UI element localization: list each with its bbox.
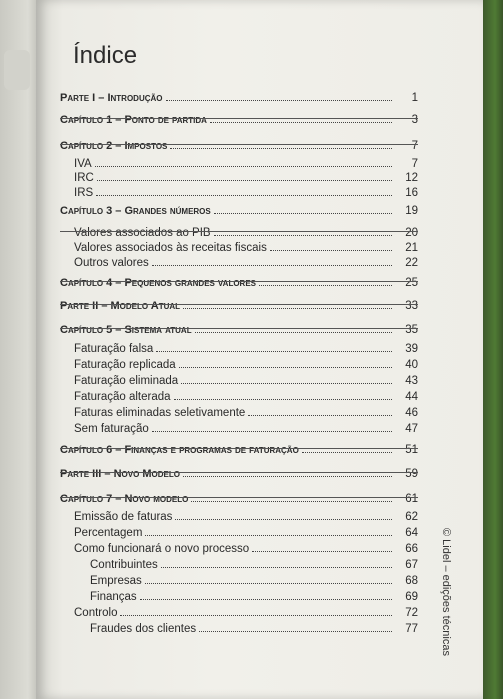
toc-entry[interactable] (74, 403, 418, 419)
toc-leader-dots (183, 475, 392, 477)
toc-entry-page: 51 (405, 444, 418, 456)
toc-entry-label: Valores associados às receitas fiscais (74, 242, 267, 254)
toc-leader-dots (166, 99, 392, 101)
toc-entry-page: 12 (405, 172, 418, 184)
toc-leader-dots (145, 534, 392, 536)
toc-leader-dots (259, 284, 392, 286)
section-divider (60, 231, 418, 232)
toc-entry[interactable] (74, 387, 418, 403)
toc-leader-dots (156, 350, 392, 352)
toc-entry-label: Emissão de faturas (74, 511, 173, 523)
toc-entry-page: 69 (405, 591, 418, 603)
toc-entry[interactable] (74, 183, 418, 199)
toc-leader-dots (170, 147, 392, 149)
toc-entry-page: 44 (405, 391, 418, 403)
toc-leader-dots (140, 598, 392, 600)
toc-entry[interactable] (90, 571, 418, 587)
section-divider (60, 472, 418, 473)
toc-entry-page: 40 (405, 359, 418, 371)
toc-entry-page: 25 (405, 277, 418, 289)
toc-entry-page: 62 (405, 511, 418, 523)
toc-entry[interactable] (90, 619, 418, 635)
toc-entry[interactable] (60, 201, 418, 217)
toc-entry-label: Capítulo 5 – Sistema atual (60, 324, 192, 336)
section-divider (60, 328, 418, 329)
toc-entry[interactable] (74, 339, 418, 355)
toc-leader-dots (302, 451, 392, 453)
toc-entry-label: Percentagem (74, 527, 143, 539)
toc-entry-page: 61 (405, 493, 418, 505)
publisher-credit: © Lidel – edições técnicas (440, 528, 452, 656)
toc-entry-page: 16 (405, 187, 418, 199)
book-cover-edge (483, 0, 503, 699)
toc-entry-page: 64 (405, 527, 418, 539)
toc-entry-page: 21 (405, 242, 418, 254)
toc-entry-label: Empresas (90, 575, 142, 587)
toc-entry-label: IRC (74, 172, 94, 184)
toc-entry-label: Faturação replicada (74, 359, 176, 371)
toc-entry-page: 47 (405, 423, 418, 435)
section-divider (60, 304, 418, 305)
toc-entry[interactable] (60, 88, 418, 104)
toc-entry-label: Sem faturação (74, 423, 149, 435)
toc-entry-page: 39 (405, 343, 418, 355)
toc-leader-dots (179, 366, 392, 368)
facing-page-shadow (4, 50, 30, 90)
toc-entry[interactable] (74, 523, 418, 539)
toc-leader-dots (210, 121, 392, 123)
toc-entry[interactable] (74, 419, 418, 435)
section-divider (60, 497, 418, 498)
toc-entry-label: Parte III – Novo Modelo (60, 468, 180, 480)
toc-leader-dots (95, 165, 392, 167)
toc-entry-page: 77 (405, 623, 418, 635)
toc-entry-label: Parte II – Modelo Atual (60, 300, 181, 312)
toc-entry-label: Capítulo 2 – Impostos (60, 140, 168, 152)
toc-leader-dots (97, 179, 392, 181)
section-divider (60, 144, 418, 145)
toc-leader-dots (214, 212, 392, 214)
toc-entry-label: Finanças (90, 591, 137, 603)
toc-entry-label: Faturas eliminadas seletivamente (74, 407, 246, 419)
toc-entry-label: Capítulo 3 – Grandes números (60, 205, 211, 217)
toc-entry-page: 68 (405, 575, 418, 587)
toc-entry-label: Controlo (74, 607, 118, 619)
toc-leader-dots (252, 550, 392, 552)
toc-leader-dots (191, 500, 392, 502)
toc-entry-page: 35 (405, 324, 418, 336)
section-divider (60, 118, 418, 119)
toc-leader-dots (214, 234, 392, 236)
toc-leader-dots (181, 382, 392, 384)
toc-entry-label: Faturação alterada (74, 391, 171, 403)
toc-leader-dots (183, 307, 392, 309)
toc-entry-page: 59 (405, 468, 418, 480)
toc-entry[interactable] (74, 168, 418, 184)
toc-entry[interactable] (74, 253, 418, 269)
toc-entry-page: 20 (405, 227, 418, 239)
toc-entry-label: IRS (74, 187, 94, 199)
toc-entry-label: Capítulo 7 – Novo modelo (60, 493, 189, 505)
toc-entry-label: Valores associados ao PIB (74, 227, 211, 239)
toc-entry-label: Faturação eliminada (74, 375, 179, 387)
toc-entry-page: 43 (405, 375, 418, 387)
toc-entry[interactable] (90, 587, 418, 603)
toc-leader-dots (195, 331, 392, 333)
toc-entry-label: Como funcionará o novo processo (74, 543, 250, 555)
toc-entry[interactable] (74, 371, 418, 387)
toc-leader-dots (145, 582, 392, 584)
toc-entry-label: Fraudes dos clientes (90, 623, 197, 635)
toc-entry-page: 1 (411, 92, 418, 104)
toc-entry-label: Capítulo 4 – Pequenos grandes valores (60, 277, 256, 289)
toc-entry-label: Outros valores (74, 257, 149, 269)
toc-entry-page: 66 (405, 543, 418, 555)
toc-entry[interactable] (90, 555, 418, 571)
toc-leader-dots (96, 194, 392, 196)
toc-entry[interactable] (74, 507, 418, 523)
toc-leader-dots (175, 518, 392, 520)
toc-entry[interactable] (74, 539, 418, 555)
toc-entry-page: 7 (411, 140, 418, 152)
toc-entry-page: 33 (405, 300, 418, 312)
toc-entry-page: 3 (411, 114, 418, 126)
toc-entry[interactable] (74, 355, 418, 371)
toc-leader-dots (248, 414, 392, 416)
toc-entry-label: Faturação falsa (74, 343, 154, 355)
page-title: Índice (73, 42, 138, 69)
toc-leader-dots (120, 614, 392, 616)
toc-entry[interactable] (74, 603, 418, 619)
toc-entry-page: 72 (405, 607, 418, 619)
section-divider (60, 281, 418, 282)
toc-entry-label: Capítulo 6 – Finanças e programas de faturação (60, 444, 299, 456)
toc-leader-dots (174, 398, 392, 400)
toc-entry-label: Parte I – Introdução (60, 92, 163, 104)
toc-entry-page: 46 (405, 407, 418, 419)
toc-entry-page: 19 (405, 205, 418, 217)
toc-entry-page: 22 (405, 257, 418, 269)
facing-page (0, 0, 40, 699)
toc-leader-dots (152, 264, 392, 266)
toc-entry-label: Contribuintes (90, 559, 158, 571)
toc-leader-dots (152, 430, 392, 432)
toc-entry-page: 67 (405, 559, 418, 571)
toc-leader-dots (199, 630, 392, 632)
toc-leader-dots (161, 566, 392, 568)
toc-entry[interactable] (74, 238, 418, 254)
section-divider (60, 448, 418, 449)
toc-leader-dots (270, 249, 392, 251)
toc-entry-page: 7 (411, 158, 418, 170)
toc-entry-label: Capítulo 1 – Ponto de partida (60, 114, 207, 126)
toc-entry-label: IVA (74, 158, 92, 170)
